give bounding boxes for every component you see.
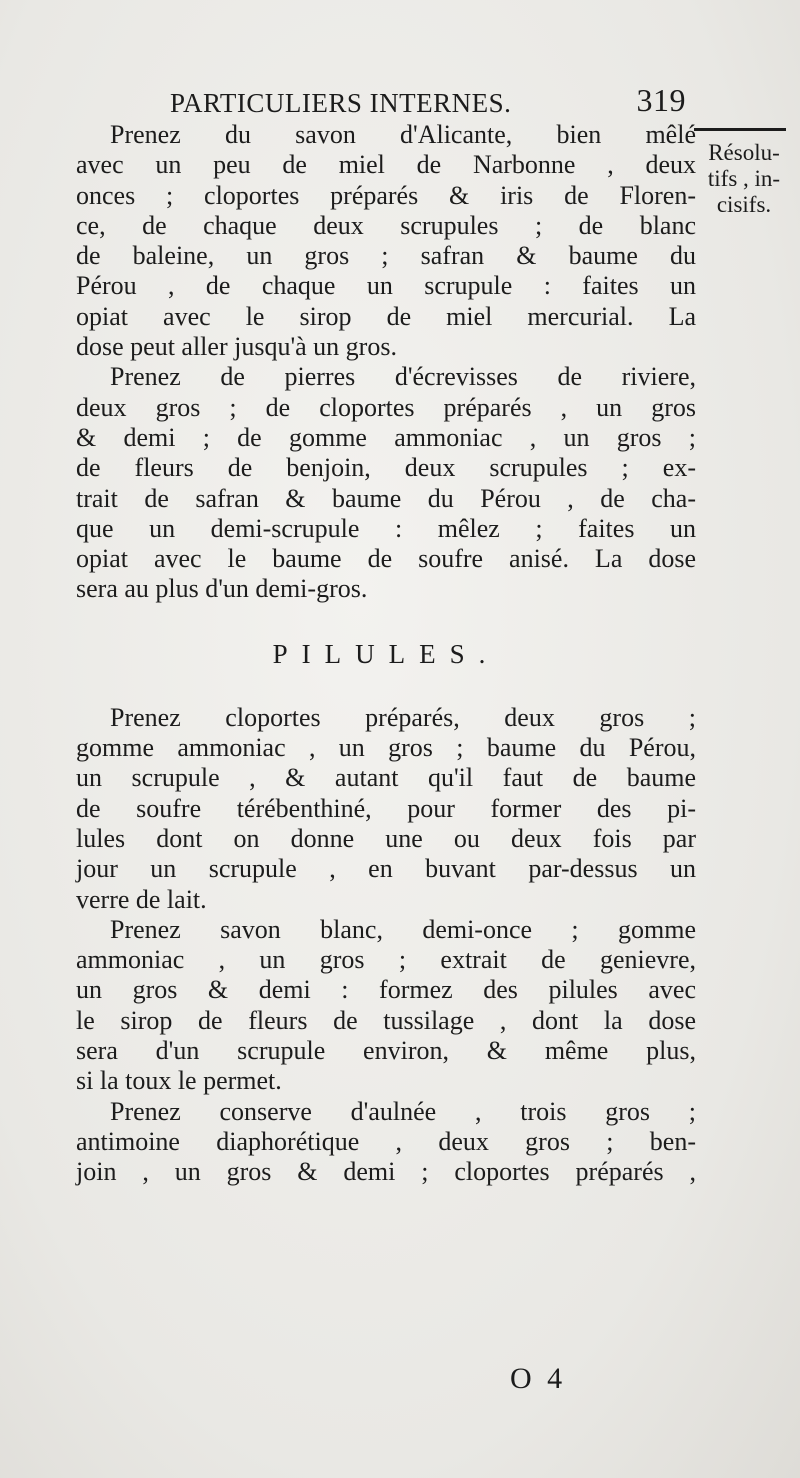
text-line: sera d'un scrupule environ, & même plus,	[76, 1036, 696, 1066]
text-line: Prenez cloportes préparés, deux gros ;	[110, 702, 696, 732]
text-line: opiat avec le baume de soufre anisé. La dose	[76, 544, 696, 574]
body-text	[76, 120, 696, 1188]
text-line: Pérou , de chaque un scrupule : faites un	[76, 271, 696, 301]
margin-note-line: Résolu-	[708, 140, 780, 165]
spacer	[76, 605, 696, 623]
margin-note-line: tifs , in-	[707, 166, 781, 191]
catchword: O 4	[510, 1362, 567, 1395]
text-line: verre de lait.	[76, 884, 207, 914]
margin-note-line: cisifs.	[716, 192, 772, 217]
margin-note	[690, 140, 798, 218]
paragraph	[76, 362, 696, 604]
paragraph	[76, 120, 696, 362]
section-title: PILULES.	[272, 638, 500, 669]
text-line: le sirop de fleurs de tussilage , dont la dose	[76, 1005, 696, 1035]
text-line: un scrupule , & autant qu'il faut de baume	[76, 763, 696, 793]
text-line: Prenez conserve d'aulnée , trois gros ;	[110, 1096, 696, 1126]
text-line: Prenez savon blanc, demi-once ; gomme	[110, 914, 696, 944]
text-line: gomme ammoniac , un gros ; baume du Pérou,	[76, 733, 696, 763]
page-header	[170, 82, 690, 122]
text-line: lules dont on donne une ou deux fois par	[76, 823, 696, 853]
text-line: jour un scrupule , en buvant par-dessus un	[76, 854, 696, 884]
text-line: opiat avec le sirop de miel mercurial. La	[76, 301, 696, 331]
text-line: avec un peu de miel de Narbonne , deux	[76, 150, 696, 180]
text-line: trait de safran & baume du Pérou , de cha-	[76, 483, 696, 513]
text-line: sera au plus d'un demi-gros.	[76, 574, 368, 604]
text-line: antimoine diaphorétique , deux gros ; ben-	[76, 1126, 696, 1156]
text-line: Prenez du savon d'Alicante, bien mêlé	[110, 120, 696, 149]
text-line: que un demi-scrupule : mêlez ; faites un	[76, 513, 696, 543]
text-line: dose peut aller jusqu'à un gros.	[76, 332, 397, 362]
text-line: si la toux le permet.	[76, 1066, 282, 1096]
text-line: un gros & demi : formez des pilules avec	[76, 975, 696, 1005]
paragraph	[76, 1097, 696, 1188]
text-line: ce, de chaque deux scrupules ; de blanc	[76, 210, 696, 240]
running-title: PARTICULIERS INTERNES.	[170, 88, 512, 118]
margin-rule	[694, 128, 786, 131]
spacer	[76, 685, 696, 703]
text-line: de fleurs de benjoin, deux scrupules ; ex-	[76, 453, 696, 483]
text-line: & demi ; de gomme ammoniac , un gros ;	[76, 422, 696, 452]
text-line: ammoniac , un gros ; extrait de genievre,	[76, 945, 696, 975]
paragraph	[76, 703, 696, 915]
text-line: de baleine, un gros ; safran & baume du	[76, 241, 696, 271]
page-number: 319	[636, 82, 686, 118]
text-line: deux gros ; de cloportes préparés , un gros	[76, 392, 696, 422]
text-line: Prenez de pierres d'écrevisses de riviere,	[110, 362, 696, 392]
text-line: de soufre térébenthiné, pour former des pi-	[76, 793, 696, 823]
text-line: join , un gros & demi ; cloportes préparés ,	[76, 1157, 696, 1187]
text-line: onces ; cloportes préparés & iris de Floren-	[76, 180, 696, 210]
paragraph	[76, 915, 696, 1097]
